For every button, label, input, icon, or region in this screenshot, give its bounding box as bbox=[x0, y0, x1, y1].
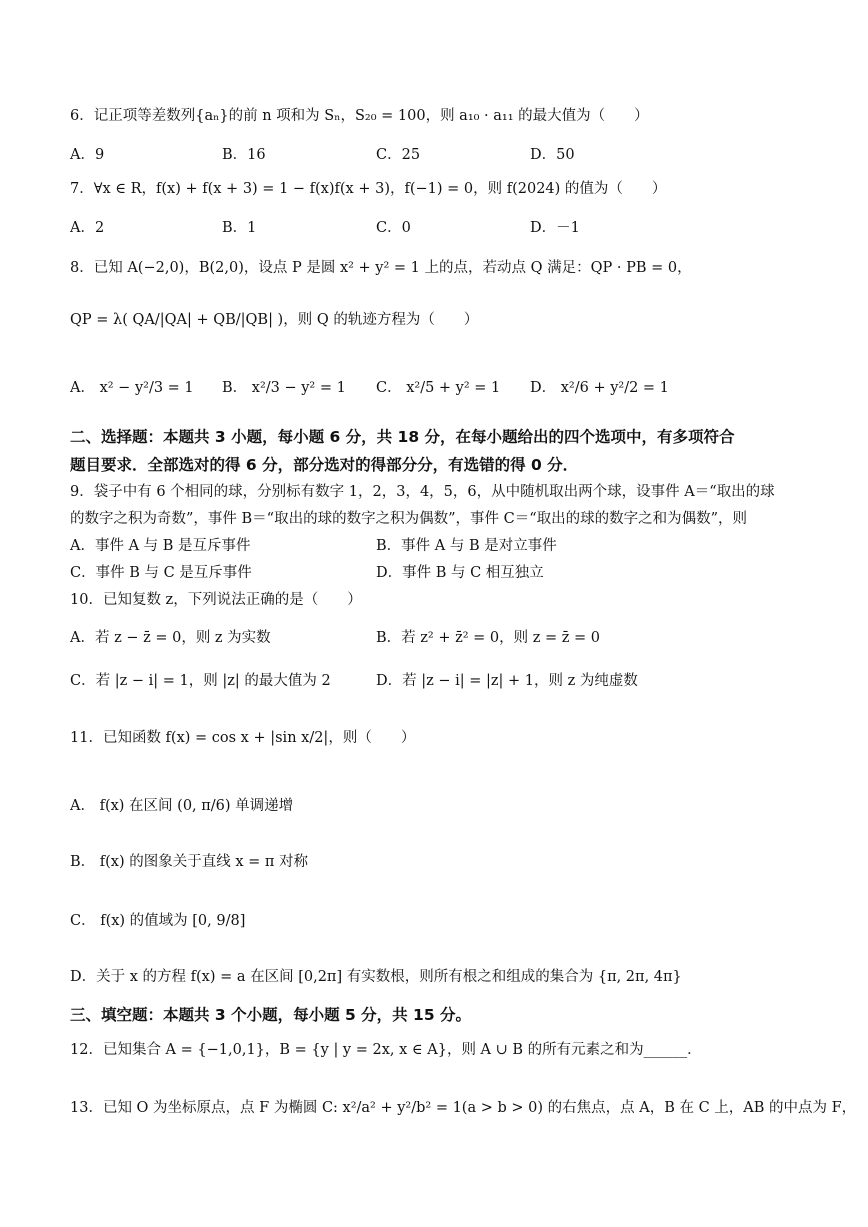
q11-option-d: D．关于 x 的方程 f(x) = a 在区间 [0,2π] 有实数根，则所有根之和组成的集合为 {π, 2π, 4π} bbox=[70, 969, 682, 985]
q7-option-c: C．0 bbox=[376, 220, 411, 236]
q7-option-a: A．2 bbox=[70, 220, 105, 236]
question-10-stem: 10．已知复数 z，下列说法正确的是（ ） bbox=[70, 592, 362, 608]
q7-option-b: B．1 bbox=[222, 220, 257, 236]
q8-option-d: D． x²/6 + y²/2 = 1 bbox=[530, 380, 669, 396]
q6-option-d: D．50 bbox=[530, 147, 575, 163]
question-9-stem-line1: 9．袋子中有 6 个相同的球，分别标有数字 1，2，3，4，5，6，从中随机取出两个球，设事件 A＝“取出的球 bbox=[70, 484, 775, 500]
question-9-stem-line2: 的数字之积为奇数”，事件 B＝“取出的球的数字之积为偶数”，事件 C＝“取出的球的数字之和为偶数”，则 bbox=[70, 511, 748, 527]
question-8-stem-line2: QP = λ( QA/|QA| + QB/|QB| )，则 Q 的轨迹方程为（ ） bbox=[70, 312, 479, 328]
question-11-stem: 11．已知函数 f(x) = cos x + |sin x/2|，则（ ） bbox=[70, 730, 416, 746]
section-2-heading-line2: 题目要求．全部选对的得 6 分，部分选对的得部分分，有选错的得 0 分． bbox=[70, 456, 579, 474]
question-13-stem: 13．已知 O 为坐标原点，点 F 为椭圆 C: x²/a² + y²/b² = 1(a > b > 0) 的右焦点，点 A，B 在 C 上，AB 的中点为 F， bbox=[70, 1100, 857, 1116]
q8-option-a: A． x² − y²/3 = 1 bbox=[70, 380, 194, 396]
q10-option-d: D．若 |z − i| = |z| + 1，则 z 为纯虚数 bbox=[376, 673, 638, 689]
q10-option-c: C．若 |z − i| = 1，则 |z| 的最大值为 2 bbox=[70, 673, 331, 689]
question-6-stem: 6．记正项等差数列{aₙ}的前 n 项和为 Sₙ，S₂₀ = 100，则 a₁₀ · a₁₁ 的最大值为（ ） bbox=[70, 108, 649, 124]
section-2-heading-line1: 二、选择题：本题共 3 小题，每小题 6 分，共 18 分，在每小题给出的四个选项中，有多项符合 bbox=[70, 428, 735, 446]
q6-option-c: C．25 bbox=[376, 147, 421, 163]
q9-option-a: A．事件 A 与 B 是互斥事件 bbox=[70, 538, 251, 554]
q7-option-d: D．－1 bbox=[530, 220, 580, 236]
question-12-stem: 12．已知集合 A = {−1,0,1}，B = {y | y = 2x, x ∈ A}，则 A ∪ B 的所有元素之和为______． bbox=[70, 1042, 702, 1058]
q11-option-a: A． f(x) 在区间 (0, π/6) 单调递增 bbox=[70, 798, 294, 814]
section-3-heading: 三、填空题：本题共 3 个小题，每小题 5 分，共 15 分。 bbox=[70, 1006, 472, 1024]
q11-option-c: C． f(x) 的值域为 [0, 9/8] bbox=[70, 913, 246, 929]
q9-option-c: C．事件 B 与 C 是互斥事件 bbox=[70, 565, 252, 581]
q11-option-b: B． f(x) 的图象关于直线 x = π 对称 bbox=[70, 854, 309, 870]
q6-option-b: B．16 bbox=[222, 147, 266, 163]
q9-option-d: D．事件 B 与 C 相互独立 bbox=[376, 565, 544, 581]
q10-option-a: A．若 z − z̄ = 0，则 z 为实数 bbox=[70, 630, 271, 646]
q8-option-c: C． x²/5 + y² = 1 bbox=[376, 380, 501, 396]
question-8-stem-line1: 8．已知 A(−2,0)，B(2,0)，设点 P 是圆 x² + y² = 1 上的点，若动点 Q 满足：QP · PB = 0， bbox=[70, 260, 692, 276]
question-7-stem: 7．∀x ∈ R，f(x) + f(x + 3) = 1 − f(x)f(x + 3)，f(−1) = 0，则 f(2024) 的值为（ ） bbox=[70, 181, 667, 197]
q9-option-b: B．事件 A 与 B 是对立事件 bbox=[376, 538, 557, 554]
q6-option-a: A．9 bbox=[70, 147, 105, 163]
q8-option-b: B． x²/3 − y² = 1 bbox=[222, 380, 346, 396]
q10-option-b: B．若 z² + z̄² = 0，则 z = z̄ = 0 bbox=[376, 630, 600, 646]
